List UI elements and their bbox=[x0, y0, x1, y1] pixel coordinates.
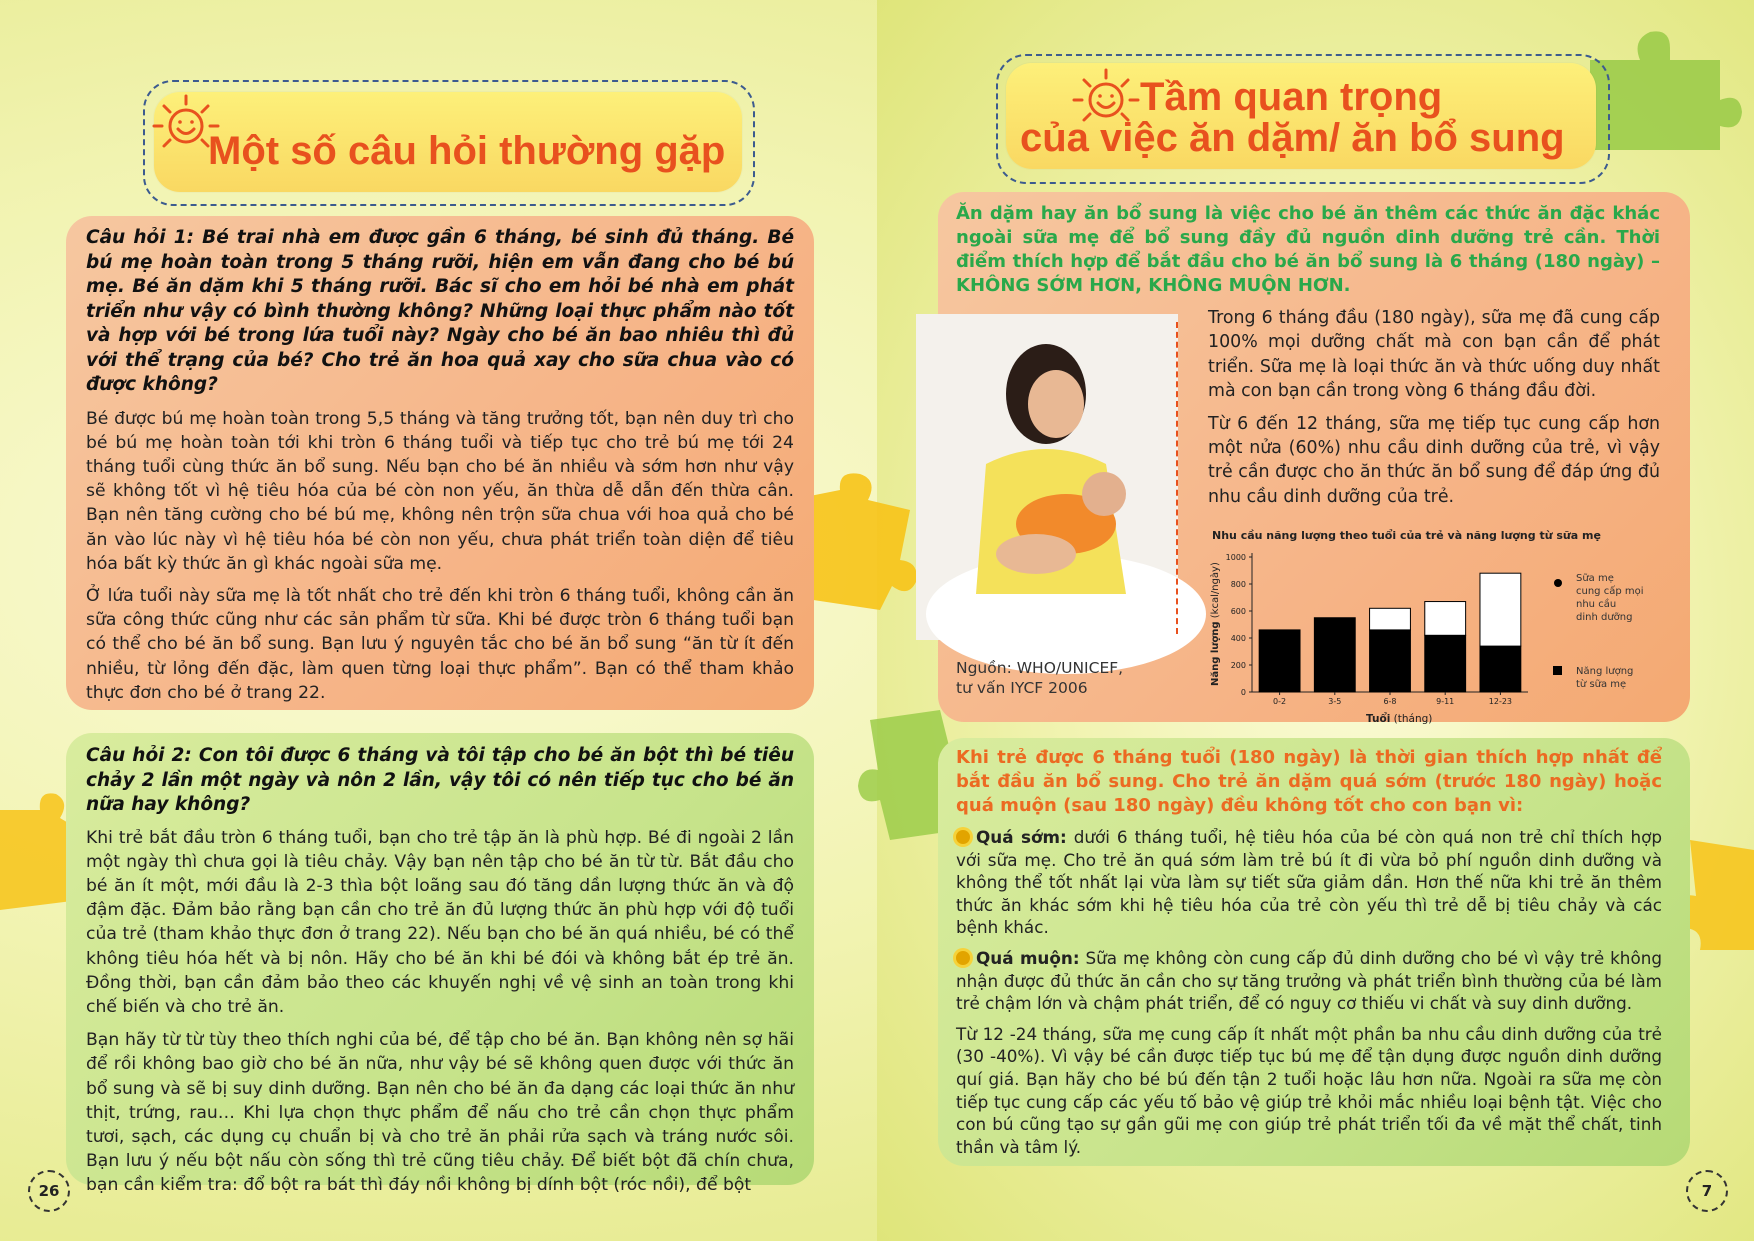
question-1-panel bbox=[66, 216, 814, 710]
too-late-paragraph bbox=[956, 947, 1662, 1015]
mother-breastfeeding-photo bbox=[916, 314, 1178, 640]
chart-ylabel bbox=[1209, 562, 1221, 686]
too-early-text: dưới 6 tháng tuổi, hệ tiêu hóa của bé còn quá non trẻ chỉ thích hợp với sữa mẹ. Cho trẻ ăn quá sớm làm trẻ bú ít đi vừa bỏ phí nguồn dinh dưỡng và không thể tốt nhất lại vừa làm sự tiết sữa giảm dần. Hơn thế nữa khi trẻ ăn thêm thức ăn khác sớm khi hệ tiêu hóa của trẻ còn yếu thì trẻ dễ bị tiêu chảy và các bệnh khác. bbox=[956, 827, 1663, 938]
chart-x-tick-label: 0-2 bbox=[1273, 697, 1287, 706]
chart-x-tick-label: 9-11 bbox=[1436, 697, 1455, 706]
source-caption-line-1: Nguồn: WHO/UNICEF, bbox=[956, 659, 1124, 677]
importance-paragraph-2: Từ 6 đến 12 tháng, sữa mẹ tiếp tục cung cấp hơn một nửa (60%) nhu cầu dinh dưỡng của trẻ, vì vậy trẻ cần được cho ăn thức ăn bổ sung để đáp ứng đủ nhu cầu dinh dưỡng của trẻ. bbox=[1208, 413, 1660, 507]
timing-lead-text: Khi trẻ được 6 tháng tuổi (180 ngày) là thời gian thích hợp nhất để bắt đầu ăn bổ sung. Cho trẻ ăn dặm quá sớm (trước 180 ngày) hoặc quá muộn (sau 180 ngày) đều không tốt cho con bạn vì: bbox=[956, 747, 1662, 816]
chart-bar-breastmilk bbox=[1259, 630, 1300, 692]
answer-2-paragraph-1: Khi trẻ bắt đầu tròn 6 tháng tuổi, bạn cho trẻ tập ăn là phù hợp. Bé đi ngoài 2 lần một ngày thì chưa gọi là tiêu chảy. Vậy bạn nên tập cho bé ăn từ từ. Bắt đầu cho bé ăn ít một, mới đầu là 2-3 thìa bột loãng sau đó tăng dần lượng thức ăn và độ đậm đặc. Đảm bảo rằng bạn cần cho trẻ ăn đủ lượng thức ăn phù hợp với độ tuổi của trẻ (tham khảo thực đơn ở trang 22). Nếu bạn cho bé ăn quá nhiều, bé có thể không tiêu hóa hết và bị nôn. Hãy cho bé ăn khi bé đói và không bắt ép trẻ ăn. Đồng thời, bạn cần đảm bảo theo các khuyến nghị về vệ sinh an toàn trong khi chế biến và cho trẻ ăn. bbox=[86, 827, 794, 1017]
too-late-text: Sữa mẹ không còn cung cấp đủ dinh dưỡng cho bé vì vậy trẻ không nhận được đủ thức ăn cần cho sự tăng trưởng và phát triển bình thường của bé làm trẻ chậm lớn và chậm phát triển, để có nguy cơ thiếu vi chất và suy dinh dưỡng. bbox=[956, 947, 1662, 1014]
source-caption-line-2: tư vấn IYCF 2006 bbox=[956, 679, 1088, 697]
question-2-text: Câu hỏi 2: Con tôi được 6 tháng và tôi tập cho bé ăn bột thì bé tiêu chảy 2 lần một ngày và nôn 2 lần, vậy tôi có nên tiếp tục cho bé ăn nữa hay không? bbox=[86, 745, 794, 815]
right-title-line-1: Tầm quan trọng bbox=[1140, 75, 1443, 119]
flower-bullet-icon bbox=[956, 951, 970, 965]
chart-x-tick-label: 12-23 bbox=[1488, 697, 1513, 706]
legend-label-black: Năng lượng từ sữa mẹ bbox=[1576, 666, 1634, 690]
chart-ylabel-unit: (kcal/ngày) bbox=[1210, 562, 1221, 619]
intro-text: Ăn dặm hay ăn bổ sung là việc cho bé ăn thêm các thức ăn đặc khác ngoài sữa mẹ để bổ sung đầy đủ nguồn dinh dưỡng trẻ cần. Thời điểm thích hợp để bắt đầu cho bé ăn bổ sung là 6 tháng (180 ngày) – KHÔNG SỚM HƠN, KHÔNG MUỘN HƠN. bbox=[956, 203, 1660, 296]
too-early-label: Quá sớm: bbox=[976, 827, 1067, 847]
photo-dashed-border bbox=[1176, 322, 1180, 634]
left-page-number: 26 bbox=[28, 1170, 70, 1212]
too-early-paragraph bbox=[956, 826, 1662, 939]
chart-bar-extra-need bbox=[1480, 573, 1521, 646]
energy-need-chart bbox=[1200, 526, 1660, 726]
right-title-line-2: của việc ăn dặm/ ăn bổ sung bbox=[1020, 116, 1565, 160]
chart-y-tick-label: 600 bbox=[1230, 607, 1246, 616]
legend-marker-white bbox=[1554, 579, 1562, 587]
too-late-label: Quá muộn: bbox=[976, 947, 1080, 968]
chart-bar-breastmilk bbox=[1370, 630, 1411, 692]
chart-y-tick-label: 1000 bbox=[1225, 553, 1246, 562]
chart-x-tick-label: 3-5 bbox=[1328, 697, 1342, 706]
chart-y-tick-label: 200 bbox=[1230, 661, 1246, 670]
importance-text-block bbox=[1208, 306, 1660, 509]
question-2-panel bbox=[66, 733, 814, 1196]
chart-y-tick-label: 400 bbox=[1230, 634, 1246, 643]
chart-legend bbox=[1553, 573, 1644, 690]
timing-panel bbox=[938, 738, 1690, 1166]
importance-paragraph-1: Trong 6 tháng đầu (180 ngày), sữa mẹ đã cung cấp 100% mọi dưỡng chất mà con bạn cần để phát triển. Sữa mẹ là loại thức ăn và thức uống duy nhất mà con bạn cần trong vòng 6 tháng đầu đời. bbox=[1208, 308, 1660, 402]
chart-bar-extra-need bbox=[1370, 608, 1411, 630]
answer-2-paragraph-2: Bạn hãy từ từ tùy theo thích nghi của bé, để tập cho bé ăn. Bạn không nên sợ hãi để rồi không bao giờ cho bé ăn nữa, như vậy bé sẽ không quen được với thức ăn bổ sung và sẽ bị suy dinh dưỡng. Bạn nên cho bé ăn đa dạng các loại thức ăn như thịt, trứng, rau… Khi lựa chọn thực phẩm để nấu cho trẻ cần chọn thực phẩm tươi, sạch, các dụng cụ chuẩn bị và cho trẻ ăn phải rửa sạch và tráng nước sôi. Bạn lưu ý nếu bột nấu còn sống thì trẻ cũng tiêu chảy. Để biết bột đã chín chưa, bạn cần kiểm tra: đổ bột ra bát thì đáy nồi không bị dính bột (róc nồi), để bột bbox=[86, 1030, 794, 1196]
chart-ylabel-bold: Năng lượng bbox=[1210, 621, 1221, 686]
twelve-to-24-paragraph: Từ 12 -24 tháng, sữa mẹ cung cấp ít nhất một phần ba nhu cầu dinh dưỡng của trẻ (30 -40%). Vì vậy bé cần được tiếp tục bú mẹ để tận dụng được nguồn dinh dưỡng quí giá. Bạn hãy cho bé bú đến tận 2 tuổi hoặc lâu hơn nữa. Ngoài ra sữa mẹ còn tiếp tục cung cấp các yếu tố bảo vệ giúp trẻ khỏi mắc nhiều loại bệnh tật. Việc cho con bú cũng tạo sự gần gũi mẹ con giúp trẻ phát triển tối đa về mặt thể chất, tinh thần và tâm lý. bbox=[956, 1023, 1662, 1157]
flower-bullet-icon bbox=[956, 830, 970, 844]
left-page-title: Một số câu hỏi thường gặp bbox=[208, 129, 726, 173]
right-page-number: 7 bbox=[1686, 1170, 1728, 1212]
chart-bar-breastmilk bbox=[1425, 635, 1466, 692]
chart-x-tick-label: 6-8 bbox=[1383, 697, 1397, 706]
chart-xlabel-bold: Tuổi bbox=[1366, 713, 1391, 725]
chart-bar-extra-need bbox=[1425, 602, 1466, 636]
answer-1-paragraph-1: Bé được bú mẹ hoàn toàn trong 5,5 tháng và tăng trưởng tốt, bạn nên duy trì cho bé bú mẹ hoàn toàn tới khi tròn 6 tháng tuổi và tiếp tục cho trẻ bú mẹ tới 24 tháng tuổi cùng thức ăn bổ sung. Nếu bạn cho bé ăn nhiều và sớm hơn như vậy sẽ không tốt vì hệ tiêu hóa của bé còn non yếu, ăn thừa dễ dẫn đến thừa cân. Bạn nên tăng cường cho bé bú mẹ, không nên trộn sữa chua với hoa quả cho bé ăn vào lúc này vì hệ tiêu hóa bé còn non yếu, chưa phát triển toàn diện để tiêu hóa bất kỳ thức ăn gì khác ngoài sữa mẹ. bbox=[86, 408, 794, 574]
legend-marker-black bbox=[1553, 666, 1562, 675]
question-1-text: Câu hỏi 1: Bé trai nhà em được gần 6 tháng, bé sinh đủ tháng. Bé bú mẹ hoàn toàn trong 5 tháng rưỡi, hiện em vẫn đang cho bé bú mẹ. Bé ăn dặm khi 5 tháng rưỡi. Bác sĩ cho em hỏi bé nhà em phát triển như vậy có bình thường không? Những loại thực phẩm nào tốt và hợp với bé trong lứa tuổi này? Ngày cho bé ăn bao nhiêu thì đủ với thể trạng của bé? Cho trẻ ăn hoa quả xay cho sữa chua vào có được không? bbox=[86, 227, 794, 395]
chart-bar-breastmilk bbox=[1314, 618, 1355, 692]
chart-xlabel-unit: (tháng) bbox=[1393, 713, 1433, 725]
chart-y-tick-label: 0 bbox=[1240, 688, 1246, 697]
answer-1-paragraph-2: Ở lứa tuổi này sữa mẹ là tốt nhất cho trẻ đến khi tròn 6 tháng tuổi, không cần ăn sữa công thức cũng như các sản phẩm từ sữa. Khi bé được tròn 6 tháng tuổi bạn có thể cho bé ăn bổ sung. Bạn lưu ý nguyên tắc cho bé ăn bổ sung “ăn từ ít đến nhiều, từ lỏng đến đặc, làm quen từng loại thực phẩm”. Bạn có thể tham khảo thực đơn cho bé ở trang 22. bbox=[86, 585, 794, 703]
chart-title: Nhu cầu năng lượng theo tuổi của trẻ và năng lượng từ sữa mẹ bbox=[1212, 529, 1601, 542]
chart-y-tick-label: 800 bbox=[1230, 580, 1246, 589]
chart-xlabel bbox=[1366, 712, 1432, 725]
legend-label-white: Sữa mẹ cung cấp mọi nhu cầu dinh dưỡng bbox=[1576, 573, 1644, 623]
chart-bar-breastmilk bbox=[1480, 646, 1521, 692]
